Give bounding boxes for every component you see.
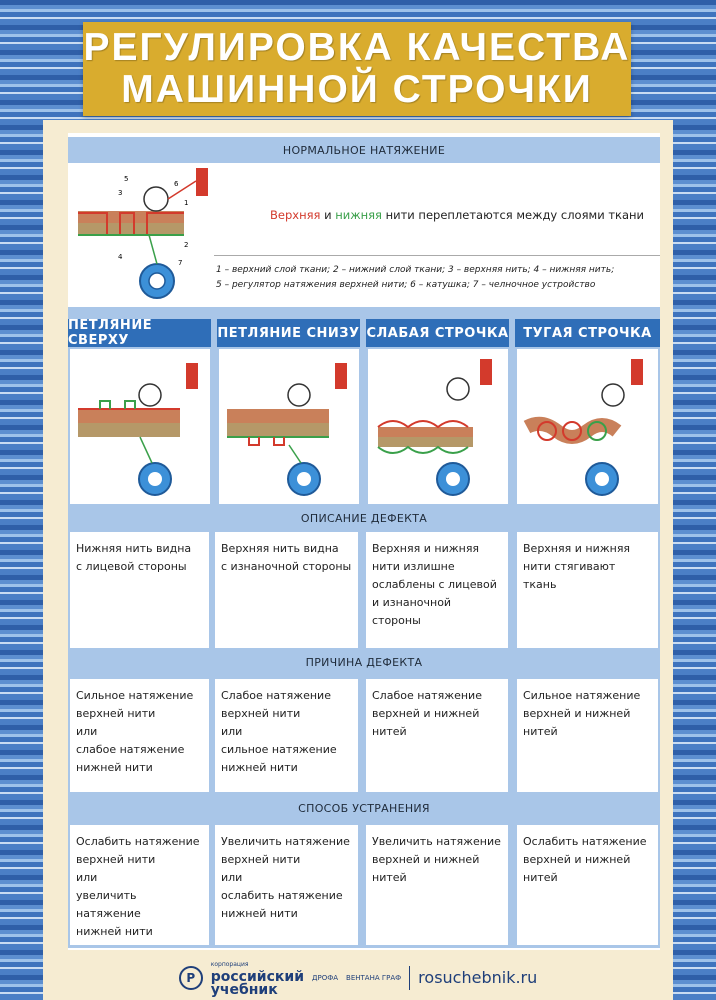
- defect-cell: Верхняя и нижняя нити излишне ослаблены с лицевой и изнаночной стороны: [366, 532, 508, 648]
- title-line-2: МАШИННОЙ СТРОЧКИ: [121, 68, 593, 111]
- tight-stitch-diagram: [517, 349, 658, 504]
- defect-cell: Верхняя и нижняя нити стягивают ткань: [517, 532, 658, 648]
- section-title: ОПИСАНИЕ ДЕФЕКТА: [300, 511, 428, 525]
- diagram-label: 1: [184, 199, 189, 207]
- fix-cell: Увеличить натяжение верхней нити или ослабить натяжение нижней нити: [215, 825, 358, 945]
- description-rest: нити переплетаются между слоями ткани: [381, 208, 645, 222]
- website-link[interactable]: rosuchebnik.ru: [418, 968, 538, 987]
- diagram-label: 4: [118, 253, 123, 261]
- fix-section-header: [68, 796, 660, 820]
- column-title: СЛАБАЯ СТРОЧКА: [366, 325, 509, 341]
- diagram-label: 7: [178, 259, 183, 267]
- spool-icon: [196, 168, 208, 196]
- footer-separator: [409, 966, 410, 990]
- upper-thread-word: Верхняя: [270, 208, 321, 222]
- cause-cell: Слабое натяжение верхней нити или сильное натяжение нижней нити: [215, 679, 358, 792]
- column-header-loop-top: [68, 319, 211, 347]
- lower-fabric-layer: [78, 223, 184, 235]
- ventana-logo: ВЕНТАНА ГРАФ: [346, 973, 402, 982]
- column-header-tight: [515, 319, 660, 347]
- legend-line-2: 5 – регулятор натяжения верхней нити; 6 – катушка; 7 – челночное устройство: [216, 280, 596, 290]
- diagram-label: 5: [124, 175, 129, 183]
- column-title: ПЕТЛЯНИЕ СНИЗУ: [217, 325, 360, 341]
- column-title: ПЕТЛЯНИЕ СВЕРХУ: [68, 318, 153, 348]
- column-header-loop-bottom: [217, 319, 360, 347]
- section-title: ПРИЧИНА ДЕФЕКТА: [305, 655, 423, 669]
- diagram-label: 3: [118, 189, 123, 197]
- loose-stitch-diagram: [368, 349, 508, 504]
- fix-cell: Ослабить натяжение верхней нити или увеличить натяжение нижней нити: [70, 825, 209, 945]
- column-header-loose: [366, 319, 509, 347]
- publisher-logo-icon: Р: [179, 966, 203, 990]
- normal-tension-header: [68, 137, 660, 163]
- lower-thread-word: нижняя: [335, 208, 382, 222]
- defect-cell: Нижняя нить видна с лицевой стороны: [70, 532, 209, 648]
- cause-cell: Сильное натяжение верхней и нижней нитей: [517, 679, 658, 792]
- legend-divider: [214, 255, 660, 256]
- loop-top-diagram: [70, 349, 210, 504]
- diagram-label: 6: [174, 180, 179, 188]
- and-word: и: [320, 208, 336, 222]
- column-title: ТУГАЯ СТРОЧКА: [523, 325, 652, 341]
- section-title: СПОСОБ УСТРАНЕНИЯ: [298, 801, 430, 815]
- cause-cell: Сильное натяжение верхней нити или слабое натяжение нижней нити: [70, 679, 209, 792]
- legend-line-1: 1 – верхний слой ткани; 2 – нижний слой ткани; 3 – верхняя нить; 4 – нижняя нить;: [216, 265, 615, 275]
- tension-regulator-icon: [144, 187, 168, 211]
- cause-cell: Слабое натяжение верхней и нижней нитей: [366, 679, 508, 792]
- normal-tension-description: [270, 208, 644, 222]
- defect-cell: Верхняя нить видна с изнаночной стороны: [215, 532, 358, 648]
- fix-cell: Увеличить натяжение верхней и нижней нитей: [366, 825, 508, 945]
- brand-line-1: российский: [210, 969, 305, 985]
- normal-stitch-diagram: [72, 163, 212, 303]
- publisher-footer: [43, 955, 673, 1000]
- title-line-1: РЕГУЛИРОВКА КАЧЕСТВА: [83, 26, 631, 69]
- normal-tension-title: НОРМАЛЬНОЕ НАТЯЖЕНИЕ: [282, 143, 446, 157]
- diagram-legend: [216, 263, 614, 293]
- publisher-brand: [211, 958, 304, 997]
- loop-bottom-diagram: [219, 349, 359, 504]
- brand-line-2: учебник: [210, 982, 278, 998]
- cause-section-header: [68, 650, 660, 674]
- poster-title: [83, 22, 631, 116]
- brand-small: корпорация: [210, 961, 249, 968]
- defect-section-header: [68, 506, 660, 530]
- fix-cell: Ослабить натяжение верхней и нижней нитей: [517, 825, 658, 945]
- drofa-logo: ДРОФА: [312, 973, 339, 982]
- diagram-label: 2: [184, 241, 189, 249]
